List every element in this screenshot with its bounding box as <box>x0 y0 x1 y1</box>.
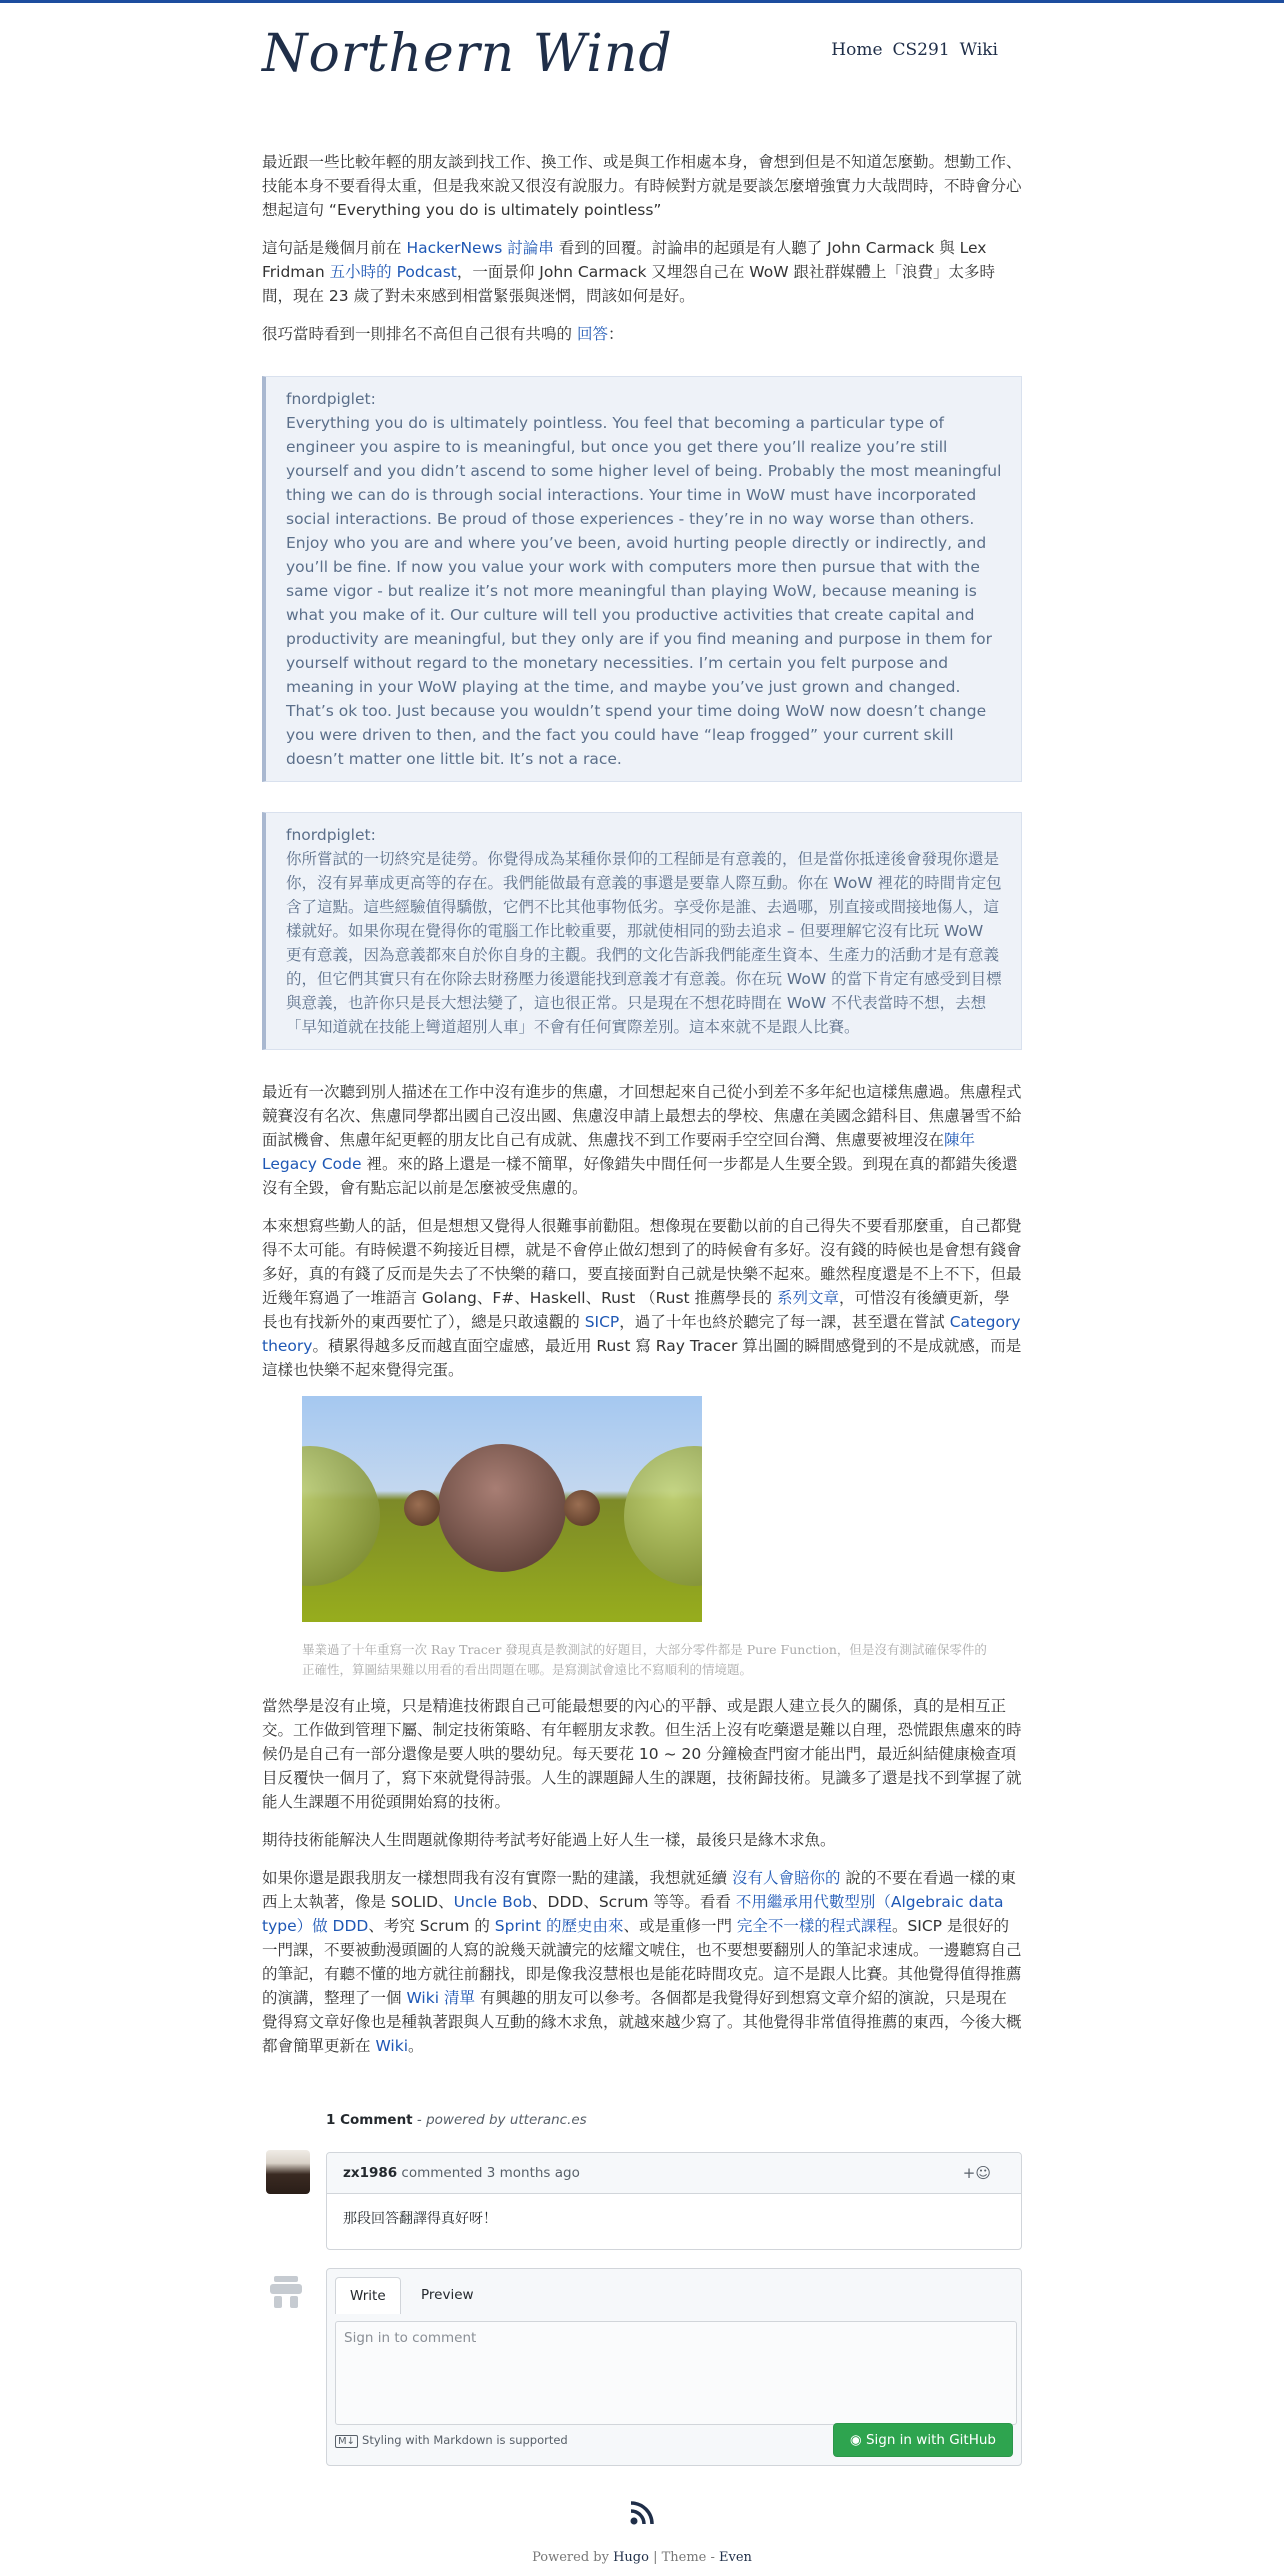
main-nav <box>831 40 998 60</box>
comment-count: 1 Comment - powered by utteranc.es <box>326 2112 587 2128</box>
hugo-link[interactable]: Hugo <box>613 2550 649 2565</box>
comment-author[interactable]: zx1986 <box>343 2165 398 2181</box>
theme-link[interactable]: Even <box>719 2550 752 2565</box>
sprint-history-link[interactable]: Sprint 的歷史由來 <box>494 1917 624 1935</box>
hackernews-link[interactable]: HackerNews 討論串 <box>406 239 554 257</box>
site-footer <box>262 2500 1022 2565</box>
comment-editor <box>326 2268 1022 2466</box>
adt-ddd-link[interactable]: 不用繼承用代數型別（Algebraic data type）做 DDD <box>262 1893 1004 1935</box>
paragraph-3: 很巧當時看到一則排名不高但自己很有共鳴的 回答： <box>262 325 624 343</box>
rss-icon[interactable] <box>629 2500 655 2530</box>
paragraph-5: 本來想寫些勤人的話，但是想想又覺得人很難事前勸阻。想像現在要勸以前的自己得失不要看那麼重，自己都覺得不太可能。有時候還不夠接近目標，就是不會停止做幻想到了的時候會有多好。沒有錢的時候也是會想有錢會多好，真的有錢了反而是失去了不快樂的藉口，要直接面對自己就是快樂不起來。雖然程度還是不上不下，但最近幾年寫過了一堆語言 Golang、F#、Haskell、Rust （Rust 推薦學長的 系列文章，可惜沒有後續更新，學長也有找新外的東西要忙了），總是只敢遠觀的 SICP，過了十年也終於聽完了每一課，甚至還在嘗試 Category theory。積累得越多反而越直面空虛感，最近用 Rust 寫 Ray Tracer 算出圖的瞬間感覺到的不是成就感，而是這樣也快樂不起來覺得完蛋。 <box>262 1217 1022 1379</box>
top-accent-bar <box>0 0 1284 3</box>
comments-section <box>262 2112 1022 2448</box>
paragraph-2: 這句話是幾個月前在 HackerNews 討論串 看到的回覆。討論串的起頭是有人聽了 John Carmack 與 Lex Fridman 五小時的 Podcast，一面景仰 John Carmack 又埋怨自己在 WoW 跟社群媒體上「浪費」太多時間，現在 23 歲了對未來感到相當緊張與迷惘，問該如何是好。 <box>262 239 995 305</box>
uncle-bob-link[interactable]: Uncle Bob <box>453 1893 533 1911</box>
comment-header <box>327 2153 1021 2194</box>
wiki-list-link[interactable]: Wiki 清單 <box>406 1989 475 2007</box>
add-reaction-icon[interactable]: +☺ <box>962 2164 991 2182</box>
paragraph-1: 最近跟一些比較年輕的朋友談到找工作、換工作、或是與工作相處本身，會想到但是不知道怎麼勤。想勤工作、技能本身不要看得太重，但是我來說又很沒有說服力。有時候對方就是要談怎麼增強實力大哉問時，不時會分心想起這句 “Everything you do is ultimately pointless” <box>262 153 1022 219</box>
sicp-link[interactable]: SICP <box>584 1313 620 1331</box>
comment-meta: commented 3 months ago <box>397 2165 580 2181</box>
quote-text: Everything you do is ultimately pointless. You feel that becoming a particular type of engineer you aspire to is meaningful, but once you get there you’ll realize you’re still yourself and you didn’t ascend to some higher level of being. Probably the most meaningful thing we can do is through social interactions. Your time in WoW must have incorporated social interactions. Be proud of those experiences - they’re in no way worse than others. Enjoy who you are and where you’ve been, avoid hurting people directly or indirectly, and you’ll be fine. If now you value your work with computers more then pursue that with the same vigor - but realize it’s not more meaningful than playing WoW, because meaning is what you make of it. Our culture will tell you productive activities that create capital and productivity are meaningful, but they only are if you find meaning and purpose in them for yourself without regard to the monetary necessities. I’m certain you felt purpose and meaning in your WoW playing at the time, and maybe you’ve just grown and changed. That’s ok too. Just because you wouldn’t spend your time doing WoW now doesn’t change you were driven to then, and the fact you could have “leap frogged” your current skill doesn’t matter one little bit. It’s not a race. <box>286 414 1002 768</box>
tab-preview[interactable]: Preview <box>421 2287 474 2303</box>
guest-avatar-icon <box>264 2268 308 2312</box>
nav-wiki[interactable]: Wiki <box>959 40 998 60</box>
sign-in-github-button[interactable]: ◉ Sign in with GitHub <box>833 2423 1013 2457</box>
quote-chinese <box>262 812 1022 1050</box>
programming-course-link[interactable]: 完全不一樣的程式課程 <box>736 1917 892 1935</box>
article-content <box>262 150 1022 2072</box>
quote-author: fnordpiglet: <box>286 826 376 844</box>
no-one-pays-link[interactable]: 沒有人會賠你的 <box>731 1869 841 1887</box>
legacy-code-link[interactable]: 陳年 Legacy Code <box>262 1131 976 1173</box>
quote-text: 你所嘗試的一切終究是徒勞。你覺得成為某種你景仰的工程師是有意義的，但是當你抵達後會發現你還是你，沒有昇華成更高等的存在。我們能做最有意義的事還是要靠人際互動。你在 WoW 裡花的時間肯定包含了這點。這些經驗值得驕傲，它們不比其他事物低劣。享受你是誰、去過哪，別直接或間接地傷人，這樣就好。如果你現在覺得你的電腦工作比較重要，那就使相同的勁去追求 – 但要理解它沒有比玩 WoW 更有意義，因為意義都來自於你自身的主觀。我們的文化告訴我們能產生資本、生產力的活動才是有意義的，但它們其實只有在你除去財務壓力後還能找到意義才有意義。你在玩 WoW 的當下肯定有感受到目標與意義，也許你只是長大想法變了，這也很正常。只是現在不想花時間在 WoW 不代表當時不想，去想「早知道就在技能上彎道超別人車」不會有任何實際差別。這本來就不是跟人比賽。 <box>286 850 1002 1036</box>
paragraph-7: 期待技術能解決人生問題就像期待考試考好能過上好人生一樣，最後只是緣木求魚。 <box>262 1831 836 1849</box>
paragraph-6: 當然學是沒有止境，只是精進技術跟自己可能最想要的內心的平靜、或是跟人建立長久的關係，真的是相互正交。工作做到管理下屬、制定技術策略、有年輕朋友求教。但生活上沒有吃藥還是難以自理，恐慌跟焦慮來的時候仍是自己有一部分還像是要人哄的嬰幼兒。每天要花 10 ~ 20 分鐘檢查門窗才能出門，最近糾結健康檢查項目反覆快一個月了，寫下來就覺得詩張。人生的課題歸人生的課題，技術歸技術。見識多了還是找不到掌握了就能人生課題不用從頭開始寫的技術。 <box>262 1697 1022 1811</box>
nav-cs291[interactable]: CS291 <box>892 40 950 60</box>
site-title[interactable]: Northern Wind <box>262 24 673 84</box>
markdown-icon: M↓ <box>335 2435 358 2448</box>
quote-author: fnordpiglet: <box>286 390 376 408</box>
tab-write[interactable]: Write <box>335 2277 401 2314</box>
quote-english <box>262 376 1022 782</box>
figure-caption: 畢業過了十年重寫一次 Ray Tracer 發現真是教測試的好題目，大部分零件都是 Pure Function，但是沒有測試確保零件的正確性，算圖結果難以用看的看出問題在哪。是寫測試會遠比不寫順利的情境題。 <box>302 1642 987 1677</box>
answer-link[interactable]: 回答 <box>576 325 608 343</box>
site-header <box>262 20 1022 90</box>
comment-body: 那段回答翻譯得真好呀！ <box>343 2211 497 2227</box>
nav-home[interactable]: Home <box>831 40 883 60</box>
podcast-link[interactable]: 五小時的 Podcast <box>329 263 457 281</box>
ray-tracer-figure <box>302 1396 1022 1680</box>
paragraph-8: 如果你還是跟我朋友一樣想問我有沒有實際一點的建議，我想就延續 沒有人會賠你的 說的不要在看過一樣的東西上太執著，像是 SOLID、Uncle Bob、DDD、Scrum 等等。看看 不用繼承用代數型別（Algebraic data type）做 DDD、考究 Scrum 的 Sprint 的歷史由來、或是重修一門 完全不一樣的程式課程。SICP 是很好的一門課，不要被動漫頭圖的人寫的說幾天就讀完的炫耀文唬住，也不要想要翻別人的筆記求速成。一邊聽寫自己的筆記，有聽不懂的地方就往前翻找，即是像我沒慧根也是能花時間攻克。這不是跟人比賽。其他覺得值得推薦的演講，整理了一個 Wiki 清單 有興趣的朋友可以參考。各個都是我覺得好到想寫文章介紹的演說，只是現在覺得寫文章好像也是種執著跟與人互動的緣木求魚，就越來越少寫了。其他覺得非常值得推薦的東西，今後大概都會簡單更新在 Wiki。 <box>262 1869 1022 2055</box>
github-icon: ◉ <box>849 2432 862 2448</box>
markdown-note: M↓ Styling with Markdown is supported <box>335 2433 568 2447</box>
avatar[interactable] <box>266 2150 310 2194</box>
wiki-link[interactable]: Wiki <box>375 2037 409 2055</box>
series-link[interactable]: 系列文章 <box>776 1289 839 1307</box>
comment-input[interactable]: Sign in to comment <box>335 2321 1017 2425</box>
editor-tabs <box>327 2269 1021 2313</box>
comment-item <box>326 2152 1022 2250</box>
category-theory-link[interactable]: Category theory <box>262 1313 1021 1355</box>
ray-tracer-image <box>302 1396 702 1622</box>
paragraph-4: 最近有一次聽到別人描述在工作中沒有進步的焦慮，才回想起來自己從小到差不多年紀也這樣焦慮過。焦慮程式競賽沒有名次、焦慮同學都出國自己沒出國、焦慮沒申請上最想去的學校、焦慮在美國念錯科目、焦慮暑雪不給面試機會、焦慮年紀更輕的朋友比自己有成就、焦慮找不到工作要兩手空空回台灣、焦慮要被埋沒在陳年 Legacy Code 裡。來的路上還是一樣不簡單，好像錯失中間任何一步都是人生要全毀。到現在真的都錯失後還沒有全毀，會有點忘記以前是怎麼被受焦慮的。 <box>262 1083 1022 1197</box>
powered-by: Powered by Hugo | Theme - Even <box>532 2550 752 2565</box>
